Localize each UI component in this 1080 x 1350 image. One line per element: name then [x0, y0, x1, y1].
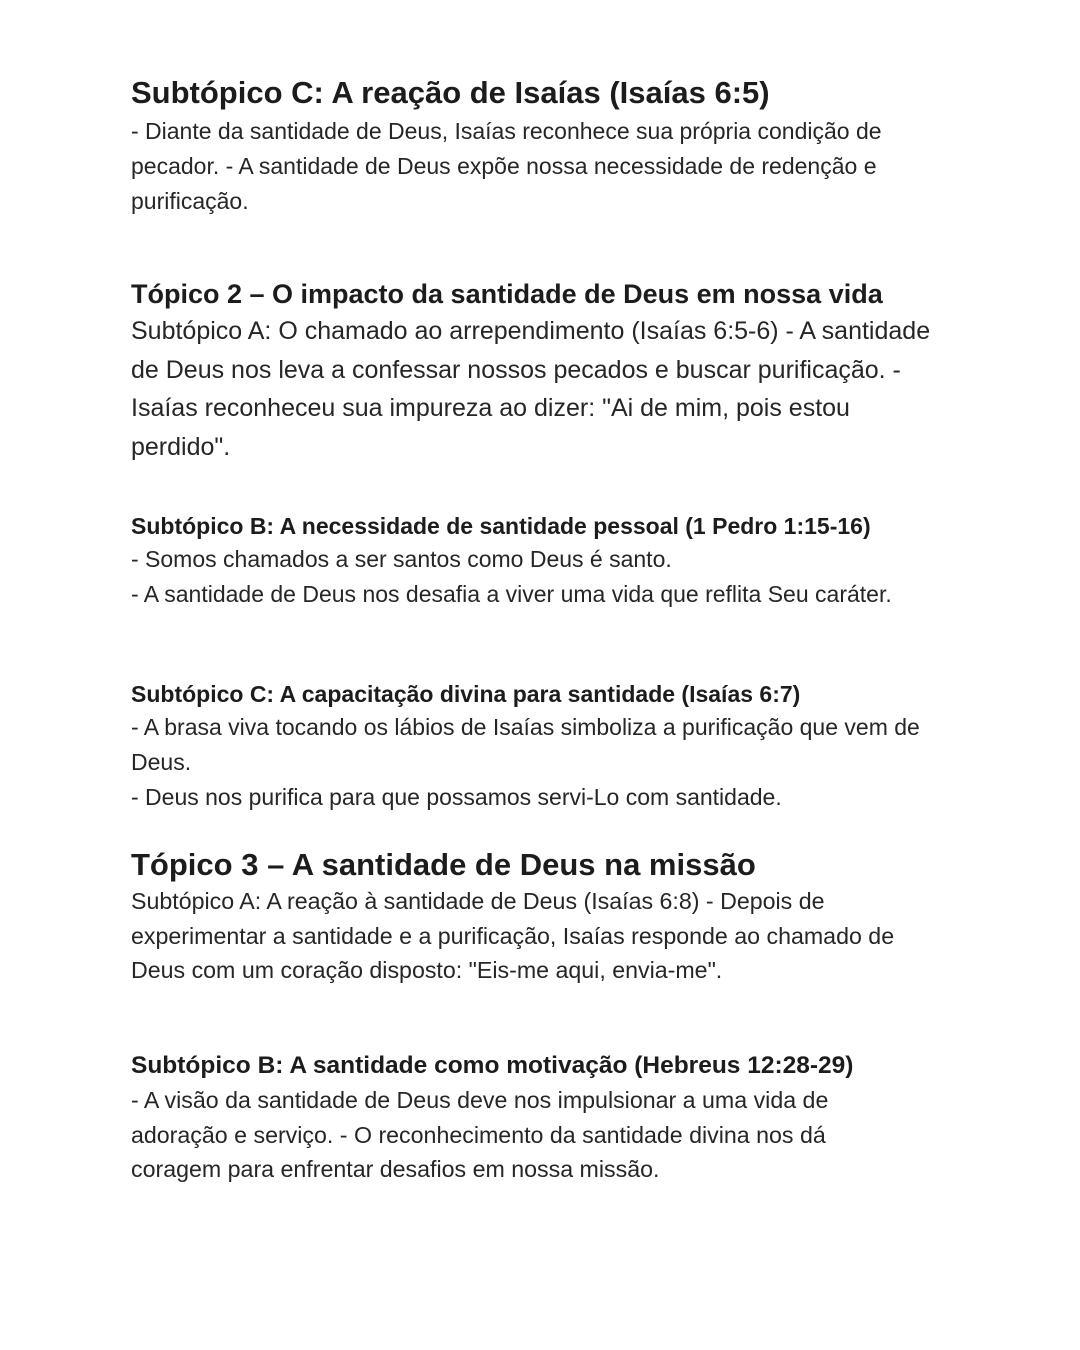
- section-motivation: [131, 1049, 961, 1187]
- section-body: - Diante da santidade de Deus, Isaías reconhece sua própria condição de pecador. - A santidade de Deus expõe nossa necessidade de redenção e purificação.: [131, 118, 882, 214]
- section-heading: Subtópico B: A santidade como motivação (Hebreus 12:28-29): [131, 1052, 854, 1079]
- section-topic-2: [131, 276, 961, 466]
- section-body: Subtópico A: A reação à santidade de Deus (Isaías 6:8) - Depois de experimentar a santidade e a purificação, Isaías responde ao chamado de Deus com um coração disposto: "Eis-me aqui, envia-me".: [131, 888, 895, 983]
- section-body: Subtópico A: O chamado ao arrependimento (Isaías 6:5-6) - A santidade de Deus nos leva a confessar nossos pecados e buscar purificação. - Isaías reconheceu sua impureza ao dizer: "Ai de mim, pois estou perdido".: [131, 317, 931, 461]
- section-divine-enablement: [131, 678, 961, 815]
- section-topic-3: [131, 846, 961, 988]
- body-line: - A santidade de Deus nos desafia a viver uma vida que reflita Seu caráter.: [131, 581, 892, 607]
- section-body: [131, 710, 931, 815]
- section-body: - A visão da santidade de Deus deve nos impulsionar a uma vida de adoração e serviço. - O reconhecimento da santidade divina nos dá coragem para enfrentar desafios em nossa missão.: [131, 1087, 829, 1182]
- section-personal-holiness: [131, 510, 961, 612]
- body-line: - Somos chamados a ser santos como Deus é santo.: [131, 546, 672, 572]
- section-heading: Tópico 3 – A santidade de Deus na missão: [131, 847, 756, 882]
- section-heading: Tópico 2 – O impacto da santidade de Deus em nossa vida: [131, 279, 883, 309]
- section-heading: Subtópico C: A reação de Isaías (Isaías 6:5): [131, 75, 770, 110]
- section-isaiah-reaction: [131, 74, 961, 219]
- section-heading: Subtópico C: A capacitação divina para santidade (Isaías 6:7): [131, 681, 801, 707]
- section-heading: Subtópico B: A necessidade de santidade pessoal (1 Pedro 1:15-16): [131, 513, 871, 539]
- body-line: - Deus nos purifica para que possamos servi-Lo com santidade.: [131, 784, 782, 810]
- body-line: - A brasa viva tocando os lábios de Isaías simboliza a purificação que vem de Deus.: [131, 714, 920, 775]
- section-body: [131, 542, 921, 612]
